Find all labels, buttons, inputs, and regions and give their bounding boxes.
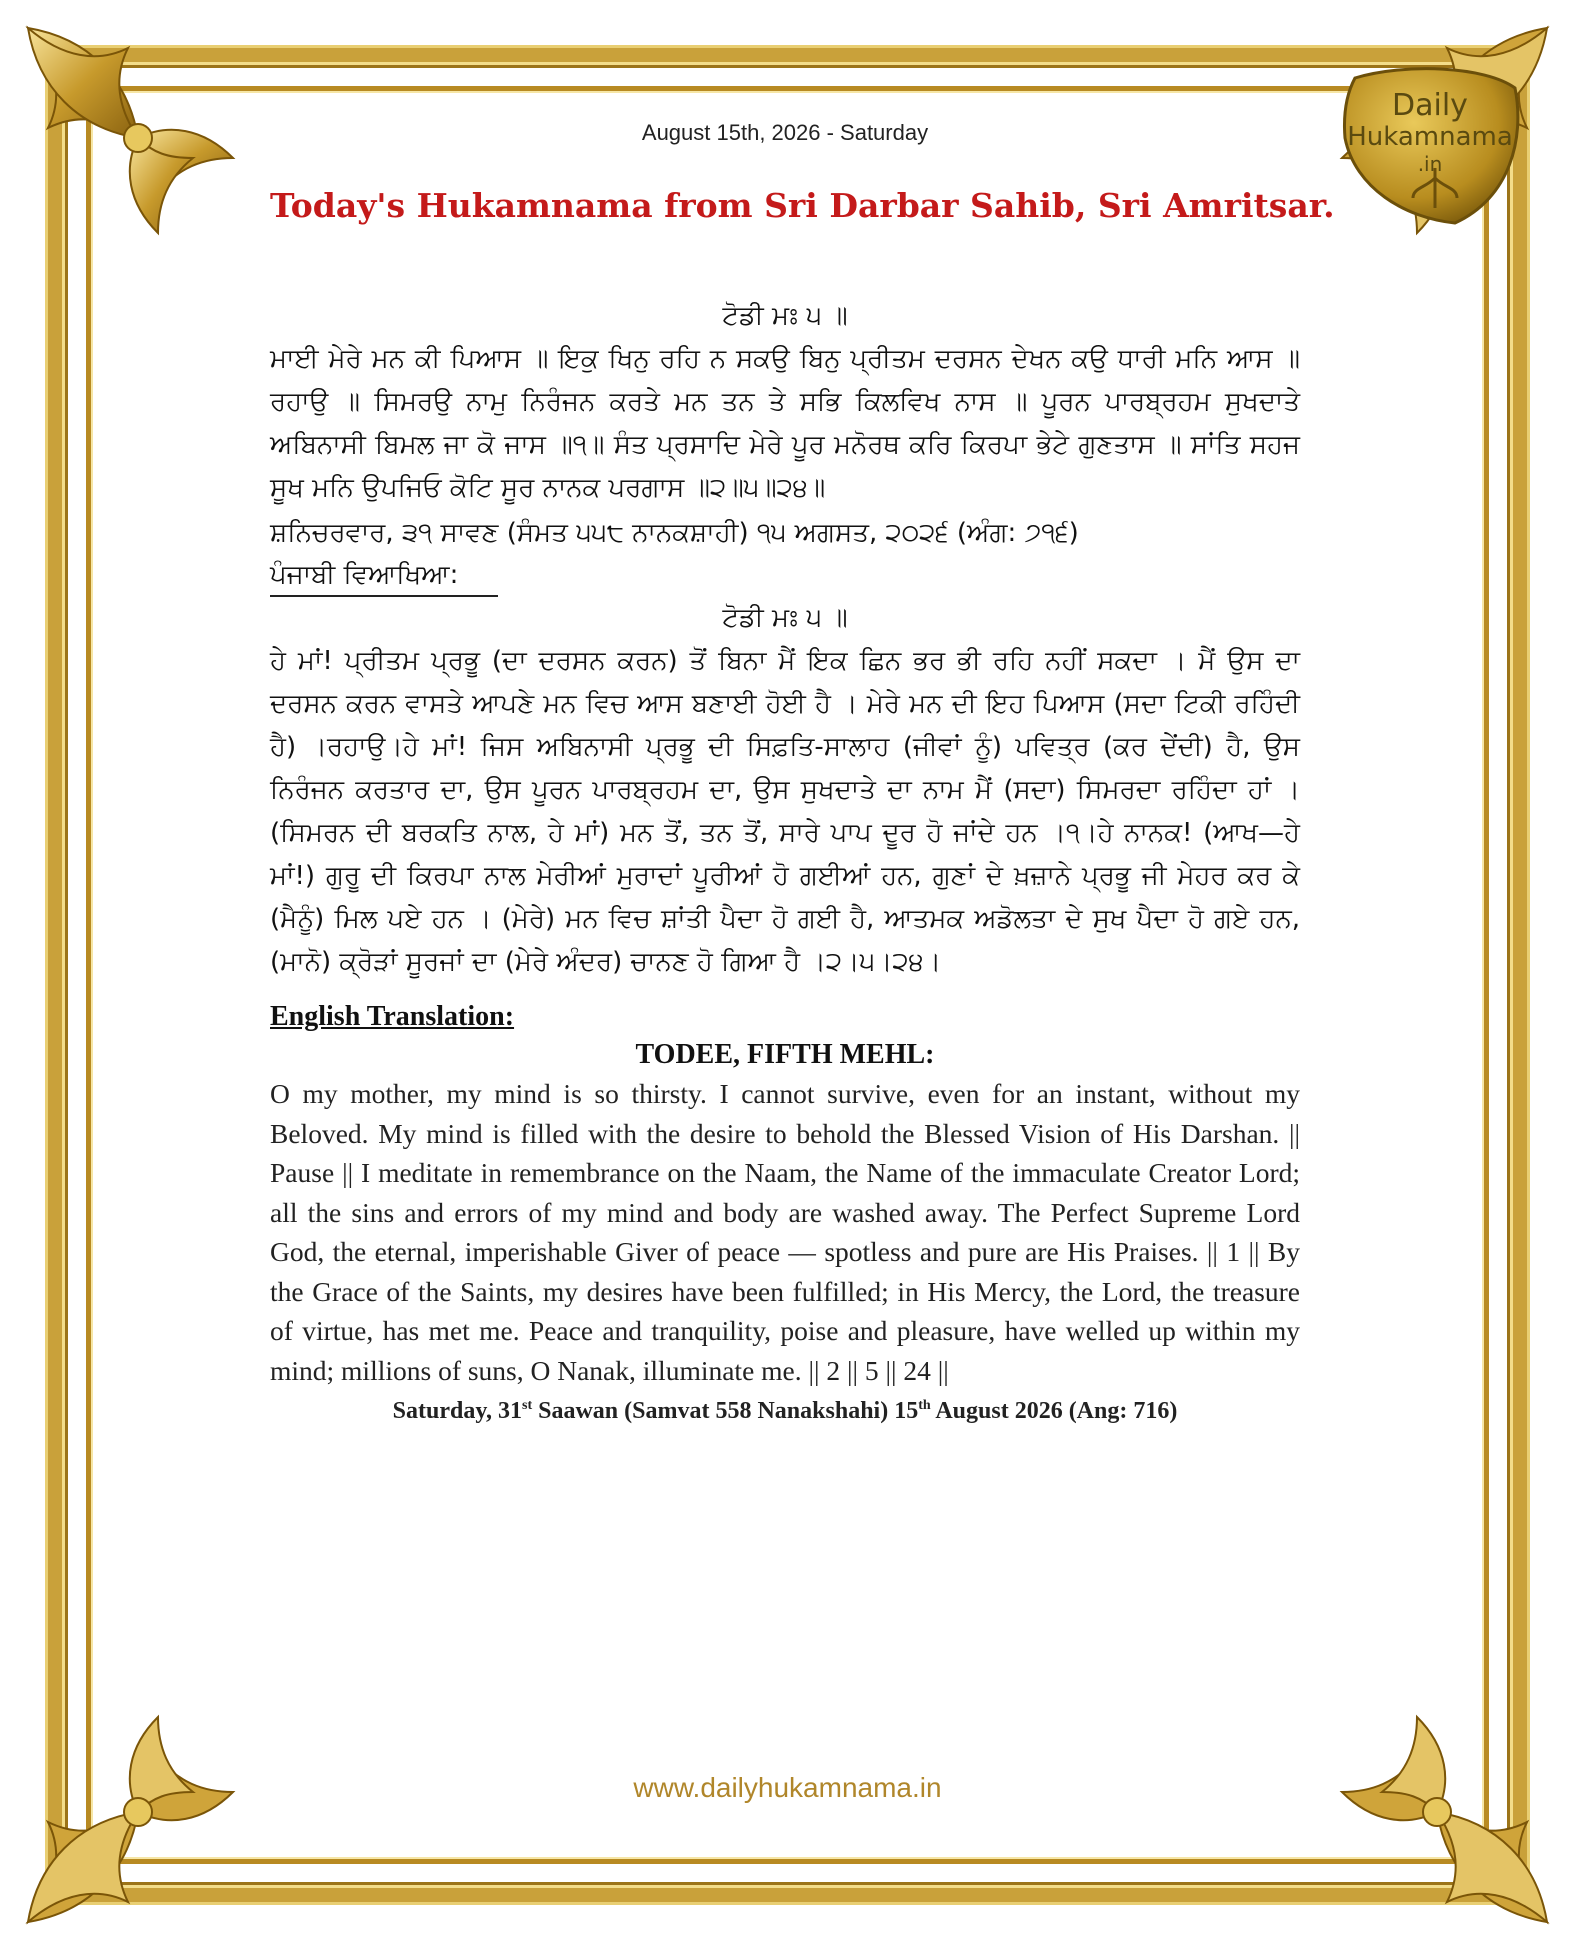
date-suffix-th: th (918, 1398, 931, 1413)
gold-ribbon-corner-icon (18, 18, 248, 248)
date-middle: Saawan (Samvat 558 Nanakshahi) 15 (532, 1398, 919, 1424)
punjabi-explanation-text: ਹੇ ਮਾਂ! ਪ੍ਰੀਤਮ ਪ੍ਰਭੂ (ਦਾ ਦਰਸਨ ਕਰਨ) ਤੋਂ ਬਿਨਾ ਮੈਂ ਇਕ ਛਿਨ ਭਰ ਭੀ ਰਹਿ ਨਹੀਂ ਸਕਦਾ । ਮੈਂ ਉਸ ਦਾ ਦਰਸਨ ਕਰਨ ਵਾਸਤੇ ਆਪਣੇ ਮਨ ਵਿਚ ਆਸ ਬਣਾਈ ਹੋਈ ਹੈ । ਮੇਰੇ ਮਨ ਦੀ ਇਹ ਪਿਆਸ (ਸਦਾ ਟਿਕੀ ਰਹਿੰਦੀ ਹੈ) ।ਰਹਾਉ।ਹੇ ਮਾਂ! ਜਿਸ ਅਬਿਨਾਸੀ ਪ੍ਰਭੂ ਦੀ ਸਿਫ਼ਤਿ-ਸਾਲਾਹ (ਜੀਵਾਂ ਨੂੰ) ਪਵਿਤ੍ਰ (ਕਰ ਦੇਂਦੀ) ਹੈ, ਉਸ ਨਿਰੰਜਨ ਕਰਤਾਰ ਦਾ, ਉਸ ਪੂਰਨ ਪਾਰਬ੍ਰਹਮ ਦਾ, ਉਸ ਸੁਖਦਾਤੇ ਦਾ ਨਾਮ ਮੈਂ (ਸਦਾ) ਸਿਮਰਦਾ ਰਹਿੰਦਾ ਹਾਂ । (ਸਿਮਰਨ ਦੀ ਬਰਕਤਿ ਨਾਲ, ਹੇ ਮਾਂ) ਮਨ ਤੋਂ, ਤਨ ਤੋਂ, ਸਾਰੇ ਪਾਪ ਦੂਰ ਹੋ ਜਾਂਦੇ ਹਨ ।੧।ਹੇ ਨਾਨਕ! (ਆਖ—ਹੇ ਮਾਂ!) ਗੁਰੂ ਦੀ ਕਿਰਪਾ ਨਾਲ ਮੇਰੀਆਂ ਮੁਰਾਦਾਂ ਪੂਰੀਆਂ ਹੋ ਗਈਆਂ ਹਨ, ਗੁਣਾਂ ਦੇ ਖ਼ਜ਼ਾਨੇ ਪ੍ਰਭੂ ਜੀ ਮੇਹਰ ਕਰ ਕੇ (ਮੈਨੂੰ) ਮਿਲ ਪਏ ਹਨ । (ਮੇਰੇ) ਮਨ ਵਿਚ ਸ਼ਾਂਤੀ ਪੈਦਾ ਹੋ ਗਈ ਹੈ, ਆਤਮਕ ਅਡੋਲਤਾ ਦੇ ਸੁਖ ਪੈਦਾ ਹੋ ਗਏ ਹਨ, (ਮਾਨੋ) ਕ੍ਰੋੜਾਂ ਸੂਰਜਾਂ ਦਾ (ਮੇਰੇ ਅੰਦਰ) ਚਾਨਣ ਹੋ ਗਿਆ ਹੈ ।੨।੫।੨੪। (270, 646, 1300, 977)
gurmukhi-date-line: ਸ਼ਨਿਚਰਵਾਰ, ੩੧ ਸਾਵਣ (ਸੰਮਤ ੫੫੮ ਨਾਨਕਸ਼ਾਹੀ) ੧੫ ਅਗਸਤ, ੨੦੨੬ (ਅੰਗ: ੭੧੬) (270, 518, 1079, 548)
daily-hukamnama-logo (1335, 58, 1525, 228)
page-title: Today's Hukamnama from Sri Darbar Sahib, Sri Amritsar. (270, 186, 1335, 225)
shabad-text: ਮਾਈ ਮੇਰੇ ਮਨ ਕੀ ਪਿਆਸ ॥ ਇਕੁ ਖਿਨੁ ਰਹਿ ਨ ਸਕਉ ਬਿਨੁ ਪ੍ਰੀਤਮ ਦਰਸਨ ਦੇਖਨ ਕਉ ਧਾਰੀ ਮਨਿ ਆਸ ॥ ਰਹਾਉ ॥ ਸਿਮਰਉ ਨਾਮੁ ਨਿਰੰਜਨ ਕਰਤੇ ਮਨ ਤਨ ਤੇ ਸਭਿ ਕਿਲਵਿਖ ਨਾਸ ॥ ਪੂਰਨ ਪਾਰਬ੍ਰਹਮ ਸੁਖਦਾਤੇ ਅਬਿਨਾਸੀ ਬਿਮਲ ਜਾ ਕੋ ਜਾਸ ॥੧॥ ਸੰਤ ਪ੍ਰਸਾਦਿ ਮੇਰੇ ਪੂਰ ਮਨੋਰਥ ਕਰਿ ਕਿਰਪਾ ਭੇਟੇ ਗੁਣਤਾਸ ॥ ਸਾਂਤਿ ਸਹਜ ਸੂਖ ਮਨਿ ਉਪਜਿਓ ਕੋਟਿ ਸੂਰ ਨਾਨਕ ਪਰਗਾਸ ॥੨॥੫॥੨੪॥ (270, 344, 1300, 503)
logo-text-hukamnama: Hukamnama (1347, 122, 1513, 152)
english-translation-label: English Translation: (270, 1001, 515, 1032)
english-translation-text: O my mother, my mind is so thirsty. I cannot survive, even for an instant, without my Beloved. My mind is filled with the desire to behold the Blessed Vision of His Darshan. || Pause || I meditate in remembrance on the Naam, the Name of the immaculate Creator Lord; all the sins and errors of my mind and body are washed away. The Perfect Supreme Lord God, the eternal, imperishable Giver of peace — spotless and pure are His Praises. || 1 || By the Grace of the Saints, my desires have been fulfilled; in His Mercy, the Lord, the treasure of virtue, has met me. Peace and tranquility, poise and pleasure, have welled up within my mind; millions of suns, O Nanak, illuminate me. || 2 || 5 || 24 || (270, 1078, 1300, 1386)
hukamnama-content (270, 120, 1335, 1425)
logo-text-daily: Daily (1392, 88, 1468, 123)
logo-text-domain: .in (1417, 152, 1443, 176)
english-date-line (270, 1398, 1300, 1425)
website-link[interactable]: www.dailyhukamnama.in (633, 1772, 942, 1803)
english-raag-heading: TODEE, FIFTH MEHL: (635, 1039, 935, 1070)
gold-ribbon-corner-icon (1327, 1702, 1557, 1932)
date-end: August 2026 (Ang: 716) (930, 1398, 1178, 1424)
page-date: August 15th, 2026 - Saturday (641, 120, 929, 145)
date-suffix-st: st (522, 1398, 533, 1413)
gold-ribbon-corner-icon (18, 1702, 248, 1932)
date-prefix: Saturday, 31 (392, 1398, 522, 1424)
punjabi-explanation-label: ਪੰਜਾਬੀ ਵਿਆਖਿਆ: (270, 555, 498, 597)
punjabi-raag-heading: ਟੋਡੀ ਮਃ ੫ ॥ (722, 603, 848, 633)
shabad-raag-heading: ਟੋਡੀ ਮਃ ੫ ॥ (722, 301, 848, 331)
